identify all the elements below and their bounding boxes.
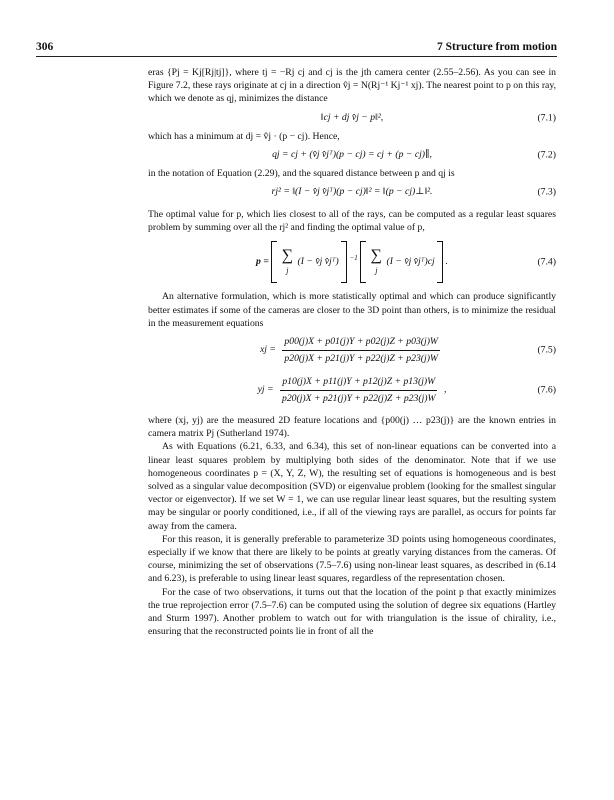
running-header	[0, 41, 614, 55]
equation-7-6	[148, 370, 556, 410]
equation-body	[260, 335, 444, 364]
equation-body: rj² = ‖(I − v̂j v̂jᵀ)(p − cj)‖² = ‖(p − cj)⊥‖².	[271, 186, 433, 198]
equation-term-1: (I − v̂j v̂jᵀ)	[297, 256, 339, 268]
paragraph-7: As with Equations (6.21, 6.33, and 6.34), this set of non-linear equations can be converted into a linear least squares problem by multiplying both sides of the denominator. Note that if we use homogeneous coordinates p = (X, Y, Z, W), the resulting set of equations is homogeneous and is best solved as a singular value decomposition (SVD) or eigenvalue problem (looking for the smallest singular vector or eigenvector). If we set W = 1, we can use regular linear least squares, but the resulting system may be singular or poorly conditioned, i.e., if all of the viewing rays are parallel, as occurs for points far away from the camera.	[148, 441, 556, 532]
paragraph-1: eras {Pj = Kj[Rj|tj]}, where tj = −Rj cj and cj is the jth camera center (2.55–2.56). As you can see in Figure 7.2, these rays originate at cj in a direction v̂j = N(Rj⁻¹ Kj⁻¹ xj). The nearest point to p on this ray, which we denote as qj, minimizes the distance	[148, 67, 556, 105]
paragraph-2: which has a minimum at dj = v̂j · (p − cj). Hence,	[148, 130, 340, 142]
equation-body: qj = cj + (v̂j v̂jᵀ)(p − cj) = cj + (p − cj)∥,	[272, 149, 432, 161]
paragraph-9: For the case of two observations, it turns out that the location of the point p that exactly minimizes the true reprojection error (7.5–7.6) can be computed using the solution of degree six equations (Hartley and Sturm 1997). Another problem to watch out for with triangulation is the issue of chirality, i.e., ensuring that the reconstructed points lie in front of all the	[148, 586, 556, 638]
page-body	[148, 66, 556, 638]
chapter-title: 7 Structure from motion	[437, 41, 557, 53]
summation-sign: ∑ j	[371, 248, 382, 277]
equation-7-3	[148, 180, 556, 204]
fraction	[282, 335, 440, 364]
equation-number: (7.2)	[537, 149, 556, 161]
equation-7-4	[148, 234, 556, 290]
left-bracket	[360, 241, 366, 283]
equation-lhs: p =	[256, 256, 269, 268]
equation-lhs: xj	[260, 344, 267, 356]
equation-number: (7.3)	[537, 186, 556, 198]
equation-7-2	[148, 143, 556, 167]
equation-tail: .	[445, 256, 448, 268]
equation-number: (7.5)	[537, 344, 556, 356]
numerator: p10(j)X + p11(j)Y + p12(j)Z + p13(j)W	[280, 375, 437, 390]
equation-body: ‖cj + dj v̂j − p‖²,	[320, 112, 384, 123]
equation-number: (7.4)	[537, 256, 556, 268]
paragraph-5: An alternative formulation, which is more statistically optimal and which can produce significantly better estimates if some of the cameras are closer to the 3D point than others, is to minimize the residual in the measurement equations	[148, 291, 556, 329]
equation-number: (7.6)	[537, 384, 556, 396]
denominator: p20(j)X + p21(j)Y + p22(j)Z + p23(j)W	[281, 392, 436, 404]
equation-lhs: yj	[257, 384, 265, 396]
paragraph-6: where (xj, yj) are the measured 2D feature locations and {p00(j) … p23(j)} are the known entries in camera matrix Pj (Sutherland 1974).	[148, 415, 556, 440]
denominator: p20(j)X + p21(j)Y + p22(j)Z + p23(j)W	[284, 352, 438, 364]
left-bracket	[271, 241, 277, 283]
equation-tail: ,	[444, 384, 447, 396]
equals-sign: =	[269, 344, 276, 356]
right-bracket	[341, 241, 347, 283]
summation-sign: ∑ j	[282, 248, 293, 277]
numerator: p00(j)X + p01(j)Y + p02(j)Z + p03(j)W	[282, 335, 440, 350]
paragraph-3: in the notation of Equation (2.29), and the squared distance between p and qj is	[148, 167, 455, 179]
summation-index: j	[375, 265, 378, 275]
equation-body	[258, 375, 447, 404]
header-rule	[36, 56, 557, 57]
equation-term-2: (I − v̂j v̂jᵀ)cj	[386, 256, 435, 268]
fraction	[280, 375, 438, 404]
paragraph-8: For this reason, it is generally preferable to parameterize 3D points using homogeneous coordinates, especially if we know that there are likely to be points at greatly varying distances from the cameras. Of course, minimizing the set of observations (7.5–7.6) using non-linear least squares, as described in (6.14 and 6.23), is preferable to using linear least squares, regardless of the representation chosen.	[148, 533, 556, 585]
equation-body	[256, 241, 448, 283]
page-number: 306	[36, 41, 54, 53]
right-bracket	[437, 241, 443, 283]
equals-sign: =	[267, 384, 274, 396]
equation-7-5	[148, 330, 556, 370]
paragraph-4: The optimal value for p, which lies closest to all of the rays, can be computed as a regular least squares problem by summing over all the rj² and finding the optimal value of p,	[148, 209, 556, 234]
summation-index: j	[286, 265, 289, 275]
equation-7-1	[148, 106, 556, 130]
inverse-exponent: −1	[349, 254, 358, 263]
equation-number: (7.1)	[537, 112, 556, 124]
